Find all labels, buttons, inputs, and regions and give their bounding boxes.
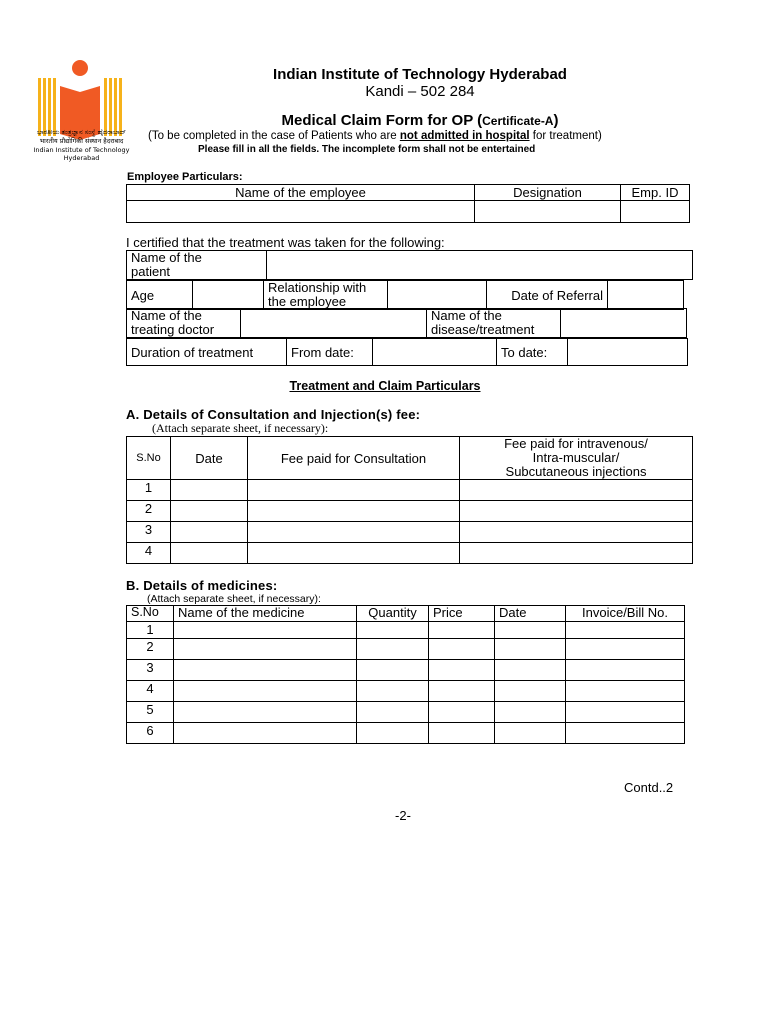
- institute-address: Kandi – 502 284: [365, 83, 475, 100]
- doctor-label: Name of the treating doctor: [127, 309, 241, 338]
- continued-note: Contd..2: [624, 780, 674, 795]
- disease-field[interactable]: [561, 309, 687, 338]
- section-a-title: A. Details of Consultation and Injection(s) fee:: [126, 407, 421, 422]
- col-invoice: Invoice/Bill No.: [566, 606, 685, 622]
- referral-label: Date of Referral: [487, 281, 608, 310]
- row-number: 2: [127, 639, 174, 660]
- table-row: [127, 723, 685, 744]
- col-date: Date: [171, 437, 248, 480]
- table-row: [127, 660, 685, 681]
- col-sno: S.No: [127, 606, 174, 622]
- patient-age-table: [126, 280, 684, 310]
- table-row: [127, 639, 685, 660]
- col-emp-id: Emp. ID: [621, 185, 690, 201]
- form-title: Medical Claim Form for OP (Certificate-A): [281, 112, 559, 129]
- col-employee-name: Name of the employee: [127, 185, 475, 201]
- col-medicine-name: Name of the medicine: [174, 606, 357, 622]
- row-number: 1: [127, 622, 174, 639]
- employee-name-field[interactable]: [127, 201, 475, 223]
- row-number: 2: [127, 501, 171, 522]
- form-subtitle: (To be completed in the case of Patients who are not admitted in hospital for treatment): [148, 130, 602, 142]
- medicines-table: [126, 605, 685, 744]
- from-date-label: From date:: [287, 339, 373, 366]
- col-quantity: Quantity: [357, 606, 429, 622]
- logo-text-kannada: ಭಾರತೀಯ ತಂತ್ರಜ್ಞಾನ ಸಂಸ್ಥೆ ಹೈದರಾಬಾದ್: [37, 128, 126, 136]
- section-a-attach-note: (Attach separate sheet, if necessary):: [152, 421, 329, 435]
- age-field[interactable]: [193, 281, 264, 310]
- institute-name: Indian Institute of Technology Hyderabad: [273, 66, 567, 83]
- age-label: Age: [127, 281, 193, 310]
- duration-table: [126, 338, 688, 366]
- col-date: Date: [495, 606, 566, 622]
- row-number: 1: [127, 480, 171, 501]
- from-date-field[interactable]: [373, 339, 497, 366]
- table-row: [127, 501, 693, 522]
- row-number: 4: [127, 543, 171, 564]
- notice-text: Please fill in all the fields. The incomplete form shall not be entertained: [198, 144, 536, 155]
- row-number: 3: [127, 522, 171, 543]
- col-price: Price: [429, 606, 495, 622]
- row-number: 4: [127, 681, 174, 702]
- patient-name-field[interactable]: [267, 251, 693, 280]
- relationship-label: Relationship with the employee: [264, 281, 388, 310]
- page-number: -2-: [395, 808, 411, 823]
- table-row: [127, 522, 693, 543]
- table-row: [127, 480, 693, 501]
- table-row: [127, 681, 685, 702]
- disease-label: Name of the disease/treatment: [427, 309, 561, 338]
- duration-label: Duration of treatment: [127, 339, 287, 366]
- table-row: [127, 543, 693, 564]
- to-date-label: To date:: [497, 339, 568, 366]
- relationship-field[interactable]: [388, 281, 487, 310]
- table-row: [127, 702, 685, 723]
- section-b-attach-note: (Attach separate sheet, if necessary):: [147, 593, 321, 605]
- to-date-field[interactable]: [568, 339, 688, 366]
- table-row: [127, 622, 685, 639]
- employee-table: [126, 184, 690, 223]
- certificate-label: Certificate-A: [482, 114, 554, 128]
- logo-text-hindi: भारतीय प्रौद्योगिकी संस्थान हैदराबाद: [39, 137, 124, 145]
- col-fee-injections: Fee paid for intravenous/ Intra-muscular/ Subcutaneous injections: [460, 437, 693, 480]
- col-fee-consultation: Fee paid for Consultation: [248, 437, 460, 480]
- col-sno: S.No: [127, 437, 171, 480]
- section-b-title: B. Details of medicines:: [126, 578, 278, 593]
- row-number: 6: [127, 723, 174, 744]
- patient-name-label: Name of the patient: [127, 251, 267, 280]
- patient-name-table: [126, 250, 693, 280]
- logo-text-english: Indian Institute of Technology Hyderabad: [33, 146, 130, 162]
- row-number: 3: [127, 660, 174, 681]
- consultation-table: [126, 436, 693, 564]
- col-designation: Designation: [475, 185, 621, 201]
- employee-section-label: Employee Particulars:: [127, 171, 243, 183]
- doctor-field[interactable]: [241, 309, 427, 338]
- referral-date-field[interactable]: [608, 281, 684, 310]
- emp-id-field[interactable]: [621, 201, 690, 223]
- doctor-table: [126, 308, 687, 338]
- treatment-heading: Treatment and Claim Particulars: [289, 379, 481, 393]
- row-number: 5: [127, 702, 174, 723]
- designation-field[interactable]: [475, 201, 621, 223]
- certification-intro: I certified that the treatment was taken for the following:: [126, 235, 445, 250]
